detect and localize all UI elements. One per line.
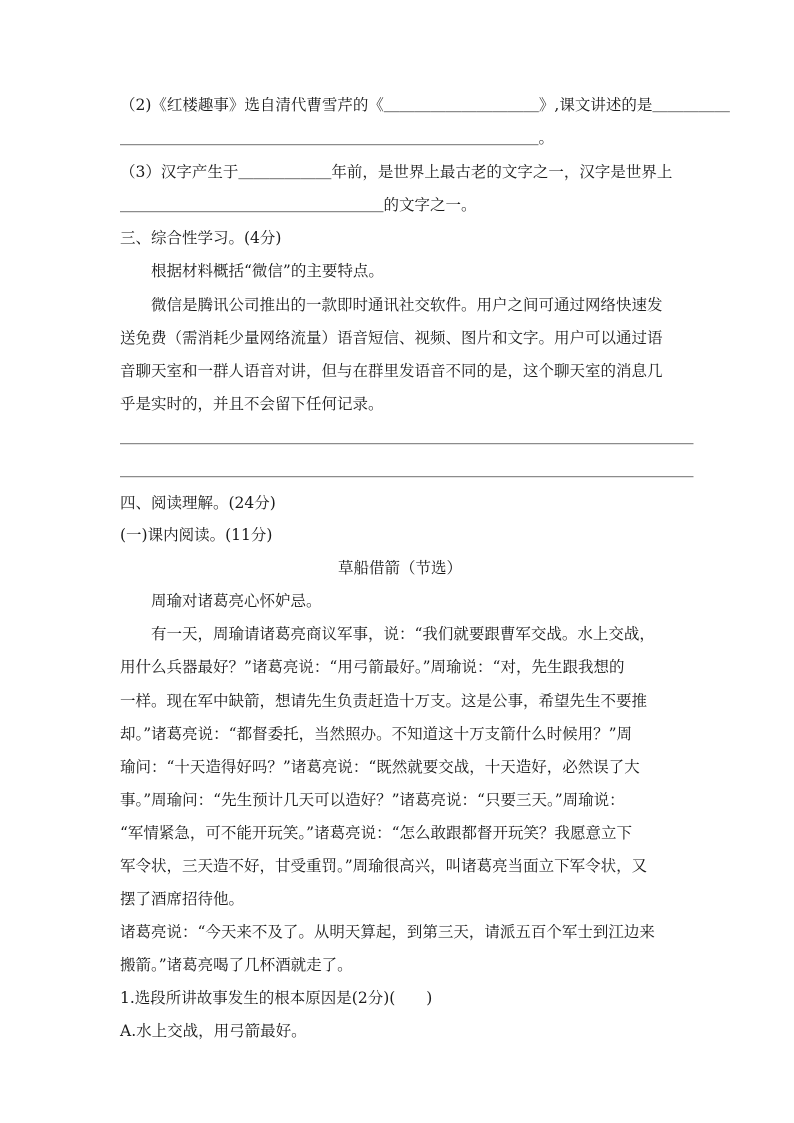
text-line: 瑜问：“十天造得好吗？”诸葛亮说：“既然就要交战，十天造好，必然误了大 bbox=[120, 758, 640, 776]
text-line: 根据材料概括“微信”的主要特点。 bbox=[151, 262, 384, 280]
text-line: 诸葛亮说：“今天来不及了。从明天算起，到第三天，请派五百个军士到江边来 bbox=[120, 923, 655, 941]
text-line: 搬箭。”诸葛亮喝了几杯酒就走了。 bbox=[120, 956, 353, 974]
text-line: 却。”诸葛亮说：“都督委托，当然照办。不知道这十万支箭什么时候用？”周 bbox=[120, 725, 633, 743]
text-line: 草船借箭（节选） bbox=[337, 559, 462, 577]
text-line: 用什么兵器最好？”诸葛亮说：“用弓箭最好。”周瑜说：“对，先生跟我想的 bbox=[120, 658, 625, 676]
text-line: ＿＿＿＿＿＿＿＿＿＿＿＿＿＿＿＿＿＿＿＿＿＿＿＿＿＿＿＿＿＿＿＿＿＿＿＿＿ bbox=[120, 461, 694, 479]
text-line: 事。”周瑜问：“先生预计几天可以造好？”诸葛亮说：“只要三天。”周瑜说： bbox=[120, 791, 625, 809]
text-line: “军情紧急，可不能开玩笑。”诸葛亮说：“怎么敢跟都督开玩笑？我愿意立下 bbox=[120, 824, 633, 842]
text-line: 三、综合性学习。(4分) bbox=[120, 229, 282, 247]
text-line: （3）汉字产生于＿＿＿＿＿＿年前，是世界上最古老的文字之一，汉字是世界上 bbox=[120, 163, 673, 181]
text-line: 一样。现在军中缺箭，想请先生负责赶造十万支。这是公事，希望先生不要推 bbox=[120, 692, 648, 710]
text-line: 摆了酒席招待他。 bbox=[120, 890, 245, 908]
text-line: 四、阅读理解。(24分) bbox=[120, 494, 276, 512]
text-line: (一)课内阅读。(11分) bbox=[120, 526, 273, 544]
text-line: A.水上交战，用弓箭最好。 bbox=[120, 1022, 307, 1040]
text-line: ＿＿＿＿＿＿＿＿＿＿＿＿＿＿＿＿＿＿＿＿＿＿＿＿＿＿＿＿＿＿＿＿＿＿＿＿＿ bbox=[120, 428, 694, 446]
text-line: 音聊天室和一群人语音对讲，但与在群里发语音不同的是，这个聊天室的消息几 bbox=[120, 362, 663, 380]
text-line: 微信是腾讯公司推出的一款即时通讯社交软件。用户之间可通过网络快速发 bbox=[151, 296, 663, 314]
text-line: 送免费（需消耗少量网络流量）语音短信、视频、图片和文字。用户可以通过语 bbox=[120, 329, 663, 347]
text-line: 军令状，三天造不好，甘受重罚。”周瑜很高兴，叫诸葛亮当面立下军令状，又 bbox=[120, 857, 648, 875]
text-line: ＿＿＿＿＿＿＿＿＿＿＿＿＿＿＿＿＿＿＿＿＿＿＿＿＿＿＿。 bbox=[120, 129, 555, 147]
text-line: 1.选段所讲故事发生的根本原因是(2分)( ) bbox=[120, 989, 433, 1007]
text-line: 周瑜对诸葛亮心怀妒忌。 bbox=[151, 592, 322, 610]
text-line: （2)《红楼趣事》选自清代曹雪芹的《＿＿＿＿＿＿＿＿＿＿》,课文讲述的是＿＿＿＿＿ bbox=[120, 96, 730, 114]
text-line: ＿＿＿＿＿＿＿＿＿＿＿＿＿＿＿＿＿的文字之一。 bbox=[120, 196, 477, 214]
text-line: 乎是实时的，并且不会留下任何记录。 bbox=[120, 395, 384, 413]
text-line: 有一天，周瑜请诸葛亮商议军事，说：“我们就要跟曹军交战。水上交战， bbox=[151, 625, 655, 643]
